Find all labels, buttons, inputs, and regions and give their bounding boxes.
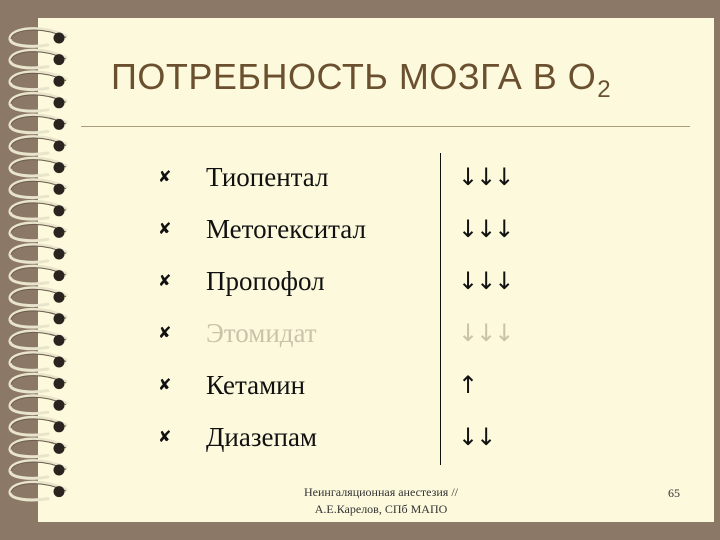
- cross-bullet-icon: ✘: [158, 375, 172, 394]
- drug-label: Метогекситал: [206, 214, 366, 244]
- cross-bullet-icon: ✘: [158, 167, 172, 186]
- drug-label: Тиопентал: [206, 162, 329, 192]
- effect-arrows: ↓↓↓: [458, 215, 513, 243]
- drug-row-thiopental: [0, 157, 720, 197]
- cross-bullet-icon: ✘: [158, 323, 172, 342]
- drug-label: Пропофол: [206, 266, 325, 296]
- drug-row-methohexital: [0, 209, 720, 249]
- slide-footer: [276, 484, 486, 518]
- page-number: 65: [668, 486, 680, 500]
- effect-arrows: ↑: [458, 371, 477, 399]
- effect-arrows: ↓↓↓: [458, 267, 513, 295]
- drug-row-etomidate: [0, 313, 720, 353]
- cross-bullet-icon: ✘: [158, 271, 172, 290]
- effect-arrows: ↓↓↓: [458, 319, 513, 347]
- footer-line: Неингаляционная анестезия //: [304, 485, 458, 499]
- cross-bullet-icon: ✘: [158, 219, 172, 238]
- effect-arrows: ↓↓: [458, 423, 495, 451]
- title-underline: [81, 126, 690, 127]
- footer-line: А.Е.Карелов, СПб МАПО: [314, 502, 448, 516]
- drug-label: Диазепам: [206, 422, 318, 452]
- drug-row-diazepam: [0, 417, 720, 457]
- drug-row-propofol: [0, 261, 720, 301]
- cross-bullet-icon: ✘: [158, 427, 172, 446]
- drug-row-ketamine: [0, 365, 720, 405]
- drug-label: Этомидат: [206, 318, 317, 348]
- title-text: ПОТРЕБНОСТЬ МОЗГА В О: [111, 56, 597, 97]
- title-subscript: 2: [597, 76, 612, 103]
- drug-label: Кетамин: [206, 370, 306, 400]
- effect-arrows: ↓↓↓: [458, 163, 513, 191]
- slide-title: [111, 56, 611, 104]
